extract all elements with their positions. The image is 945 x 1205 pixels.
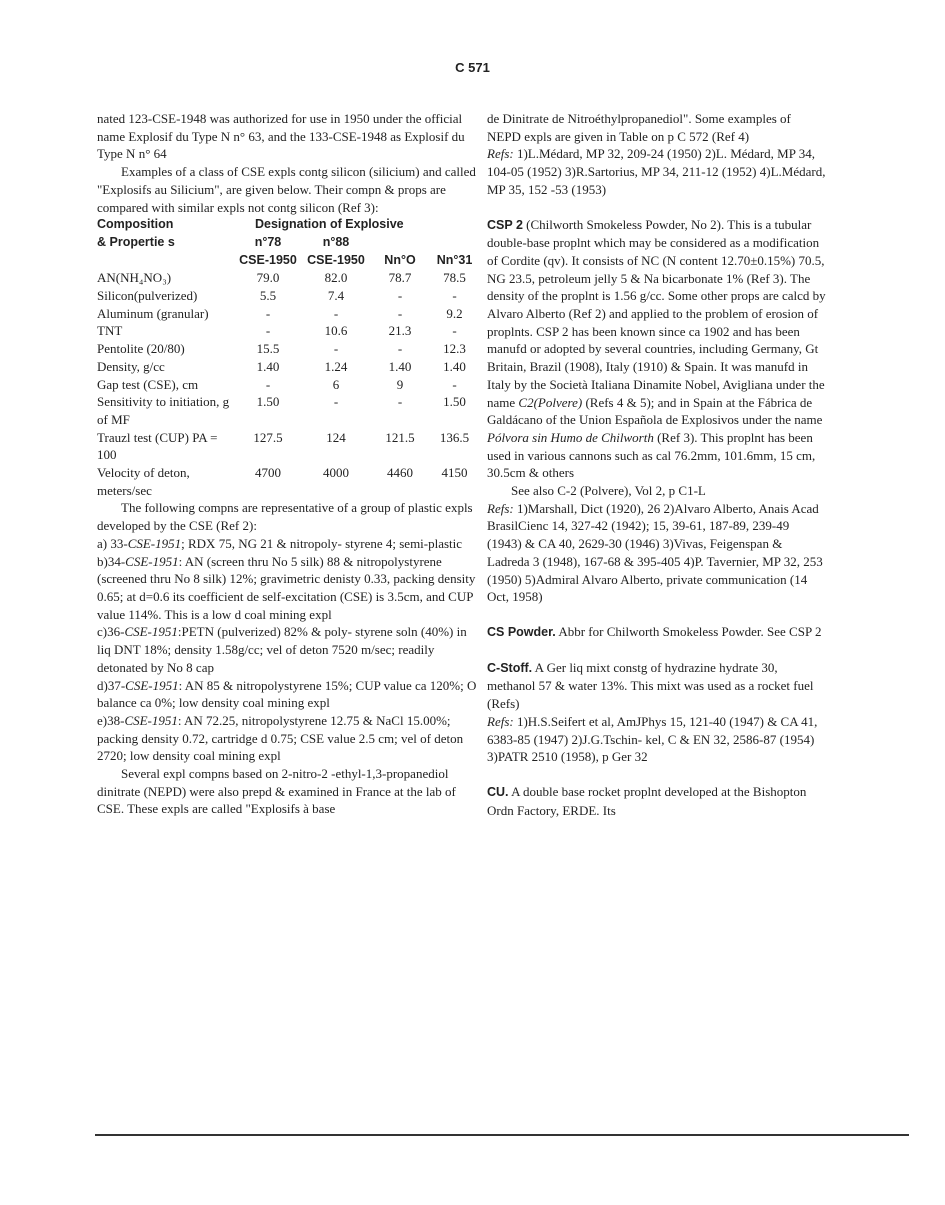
table-header: n°78 xyxy=(254,234,282,249)
table-cell: - xyxy=(333,394,339,410)
table-cell: - xyxy=(397,288,403,304)
right-column xyxy=(487,110,827,819)
table-cell: 82.0 xyxy=(324,270,348,286)
references: Refs: 1)Marshall, Dict (1920), 26 2)Alvaro Alberto, Anais Acad BrasilCienc 14, 327-42 (1942); 15, 39-61, 187-89, 239-49 (1943) & CA 40, 2629-30 (1946) 3)Vivas, Feigenspan & Ladreda 3 (1948), 167-68 & 395-405 4)P. Tavernier, MP 32, 253 (1950) 5)Admiral Alvaro Alberto, private communication (14 Oct, 1958) xyxy=(487,500,827,605)
table-cell: 1.40 xyxy=(443,358,466,374)
explosives-table xyxy=(97,216,482,499)
table-cell: 78.5 xyxy=(443,270,466,286)
table-cell: 12.3 xyxy=(443,341,466,357)
table-cell: 9.2 xyxy=(446,305,463,321)
table-row xyxy=(97,464,482,499)
table-row xyxy=(97,340,482,358)
table-cell: 5.5 xyxy=(259,288,277,304)
table-cell: 1.24 xyxy=(324,358,348,374)
table-cell: 4150 xyxy=(441,465,468,481)
table-row xyxy=(97,305,482,323)
entry-cs-powder: CS Powder. Abbr for Chilworth Smokeless Powder. See CSP 2 xyxy=(487,623,822,639)
table-cell: - xyxy=(452,288,457,304)
entry-cu: CU. A double base rocket proplnt developed at the Bishopton Ordn Factory, ERDE. Its xyxy=(487,783,810,818)
table-cell: 127.5 xyxy=(253,429,283,445)
left-column xyxy=(97,110,482,818)
entry-csp2: CSP 2 (Chilworth Smokeless Powder, No 2). This is a tubular double-base proplnt which may be considered as a modification of Cordite (qv). It consists of NC (N content 12.70±0.15%) 70.5, NG 23.5, petroleum jelly 5 & Na bicarbonate 1% (Ref 3). The density of the proplnt is 1.56 g/cc. Some other props are calcd by Alvaro Alberto (Ref 2) and applied to the problem of erosion of proplnts. CSP 2 has been known since ca 1902 and has been manufd or adopted by several countries, including Germany, Gt Britain, Brazil (1908), Italy (1910) & Spain. It was manufd in Italy by the Società Italiana Dinamite Nobel, Avigliana under the name C2(Polvere) (Refs 4 & 5); and in Spain at the Fábrica de Galdácano of the Union Española de Explosivos under the name Pólvora sin Humo de Chilworth (Ref 3). This proplnt has been used in various cannons such as cal 76.2mm, 101.6mm, 15 cm, 30.5cm & others xyxy=(487,216,829,481)
table-row xyxy=(97,287,482,305)
table-cell: - xyxy=(265,305,271,321)
table-header: Nn°31 xyxy=(436,252,473,267)
table-cell: 1.50 xyxy=(256,394,280,410)
table-header: & Propertie s xyxy=(97,234,175,249)
table-cell: 79.0 xyxy=(256,270,280,286)
table-cell: 9 xyxy=(396,376,404,392)
footer-rule xyxy=(95,1134,909,1136)
table-cell: 4460 xyxy=(387,465,413,481)
table-header: Designation of Explosive xyxy=(255,217,404,232)
references: Refs: 1)L.Médard, MP 32, 209-24 (1950) 2)L. Médard, MP 34, 104-05 (1952) 3)R.Sartorius, MP 34, 211-12 (1952) 4)L.Médard, MP 35, 152 -53 (1953) xyxy=(487,146,829,197)
table-cell: 7.4 xyxy=(327,288,345,304)
list-item: c)36-CSE-1951:PETN (pulverized) 82% & poly- styrene soln (40%) in liq DNT 18%; density 1.58g/cc; vel of deton 7520 m/sec; readily detonated by No 8 cap xyxy=(97,624,470,675)
table-cell: - xyxy=(452,323,457,339)
row-label: Trauzl test (CUP) PA = 100 xyxy=(97,429,218,463)
row-label: TNT xyxy=(97,323,123,339)
table-cell: 21.3 xyxy=(388,323,412,339)
table-cell: 1.50 xyxy=(443,394,466,410)
row-label: Sensitivity to initiation, g of MF xyxy=(97,394,230,427)
table-cell: 15.5 xyxy=(256,341,280,357)
row-label: Gap test (CSE), cm xyxy=(97,376,199,392)
row-label: Silicon(pulverized) xyxy=(97,288,198,304)
table-row xyxy=(97,322,482,340)
table-cell: - xyxy=(333,341,339,357)
table-cell: - xyxy=(333,305,339,321)
paragraph: The following compns are representative of a group of plastic expls developed by the CSE (Ref 2): xyxy=(97,500,476,534)
row-label: Density, g/cc xyxy=(97,358,165,374)
table-cell: 4000 xyxy=(323,465,349,481)
row-label: AN(NH₄NO₃) xyxy=(97,270,172,286)
see-also: See also C-2 (Polvere), Vol 2, p C1-L xyxy=(511,483,706,499)
table-cell: 6 xyxy=(332,376,340,392)
table-cell: - xyxy=(452,376,457,392)
row-label: Aluminum (granular) xyxy=(97,305,209,321)
entry-c-stoff: C-Stoff. A Ger liq mixt constg of hydrazine hydrate 30, methanol 57 & water 13%. This mixt was used as a rocket fuel (Refs) xyxy=(487,659,817,712)
table-row xyxy=(97,429,482,464)
table-cell: 136.5 xyxy=(439,429,470,445)
table-header: Nn°O xyxy=(384,252,416,267)
list-item: e)38-CSE-1951: AN 72.25, nitropolystyrene 12.75 & NaCl 15.00%; packing density 0.72, cartridge d 0.75; CSE value 2.5 cm; vel of deton 2720; low density coal mining expl xyxy=(97,712,467,764)
table-header: n°88 xyxy=(322,234,350,249)
list-item: d)37-CSE-1951: AN 85 & nitropolystyrene 15%; CUP value ca 120%; O balance ca 0%; low density coal mining expl xyxy=(97,677,480,711)
table-cell: - xyxy=(397,341,403,357)
table-header: Composition xyxy=(97,217,174,232)
table-row xyxy=(97,376,482,394)
list-item: b)34-CSE-1951: AN (screen thru No 5 silk) 88 & nitropolystyrene (screened thru No 8 silk) 12%; gravimetric denisty 0.33, packing density 0.65; at d=0.6 its coefficient de self-excitation (CSE) is 3.5cm, and CUP value 114%. This is a low d coal mining expl xyxy=(97,553,479,622)
table-cell: - xyxy=(397,394,403,410)
paragraph: nated 123-CSE-1948 was authorized for use in 1950 under the official name Explosif du Type N n° 63, and the 133-CSE-1948 as Explosif du Type N n° 64 xyxy=(97,111,468,162)
paragraph: Examples of a class of CSE expls contg silicon (silicium) and called "Explosifs au Silicium", are given below. Their compn & props are compared with similar expls not contg silicon (Ref 3): xyxy=(97,164,480,215)
page-number: C 571 xyxy=(455,60,490,75)
table-cell: 1.40 xyxy=(388,358,412,374)
table-header: CSE-1950 xyxy=(307,252,365,267)
table-cell: 78.7 xyxy=(388,270,412,286)
row-label: Velocity of deton, meters/sec xyxy=(97,465,190,498)
references: Refs: 1)H.S.Seifert et al, AmJPhys 15, 121-40 (1947) & CA 41, 6383-85 (1947) 2)J.G.Tschin- kel, C & EN 32, 2586-87 (1954) 3)PATR 2510 (1958), p Ger 32 xyxy=(487,713,821,765)
table-cell: - xyxy=(265,376,271,392)
table-header: CSE-1950 xyxy=(239,252,297,267)
paragraph: Several expl compns based on 2-nitro-2 -ethyl-1,3-propanediol dinitrate (NEPD) were also prepd & examined in France at the lab of CSE. These expls are called "Explosifs à base xyxy=(97,766,460,817)
paragraph: de Dinitrate de Nitroéthylpropanediol". Some examples of NEPD expls are given in Table on p C 572 (Ref 4) xyxy=(487,111,795,144)
table-cell: - xyxy=(397,305,403,321)
list-item: a) 33-CSE-1951; RDX 75, NG 21 & nitropoly- styrene 4; semi-plastic xyxy=(97,535,463,551)
table-row xyxy=(97,358,482,376)
table-cell: 1.40 xyxy=(256,358,280,374)
row-label: Pentolite (20/80) xyxy=(97,341,185,357)
table-cell: 4700 xyxy=(255,465,281,481)
table-row xyxy=(97,393,482,428)
table-row xyxy=(97,269,482,287)
table-cell: 121.5 xyxy=(385,429,415,445)
table-cell: - xyxy=(265,323,271,339)
table-cell: 10.6 xyxy=(324,323,348,339)
table-cell: 124 xyxy=(326,429,346,445)
